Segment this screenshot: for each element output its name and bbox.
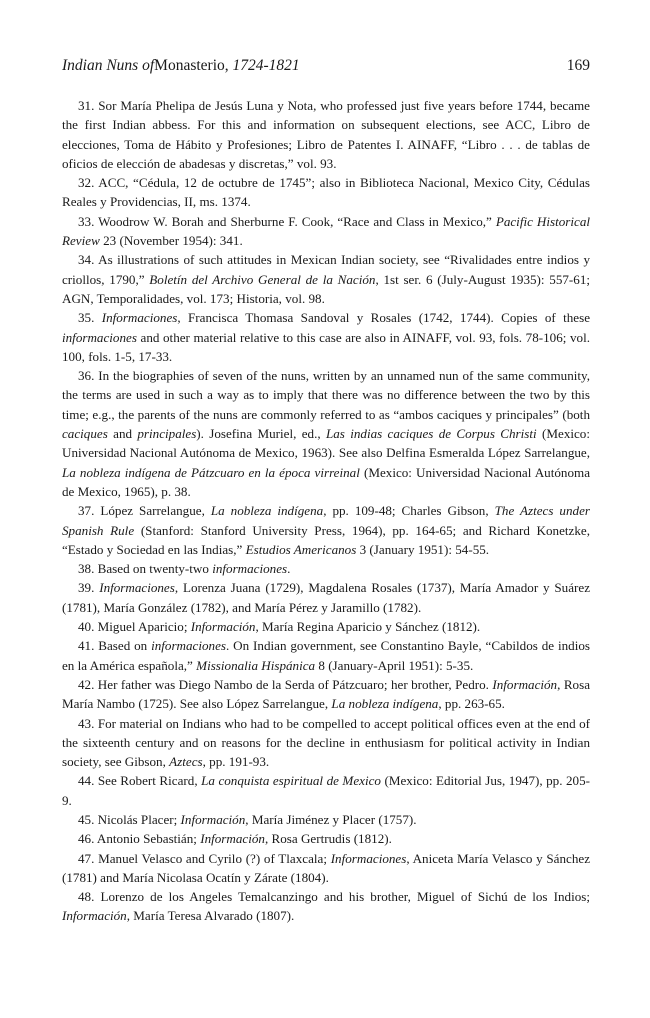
endnote-italic-text: Información xyxy=(200,831,265,847)
endnote-italic-text: Las indias caciques de Corpus Christi xyxy=(325,426,537,442)
endnote-text: ). Josefina Muriel, ed., xyxy=(196,426,326,442)
endnote-text: 45. Nicolás Placer; xyxy=(78,811,181,827)
running-title-italic: Indian Nuns of xyxy=(62,57,155,74)
endnote-italic-text: informaciones xyxy=(151,638,227,654)
endnote xyxy=(62,887,590,926)
endnote-text: , Lorenza Juana (1729), Magdalena Rosales (1737), María Amador y Suárez (1781), María González (1782), and María Pérez y Jaramillo (1782). xyxy=(62,580,591,615)
endnote-text: , pp. 109-48; Charles Gibson, xyxy=(323,503,495,519)
running-title xyxy=(62,56,300,76)
endnote-italic-text: Boletín del Archivo General de la Nación xyxy=(149,271,376,287)
endnote-italic-text: informaciones xyxy=(212,561,288,577)
endnote-italic-text: The Aztecs under Spanish Rule xyxy=(62,503,590,538)
endnote-text: (Mexico: Universidad Nacional Autónoma de Mexico, 1963). See also Delfina Esmeralda López Sarrelangue, xyxy=(62,426,590,461)
endnote-text: 41. Based on xyxy=(78,638,152,654)
endnote-text: . xyxy=(287,561,291,577)
endnote-text: 39. xyxy=(78,580,100,596)
endnote-italic-text: Pacific Historical Review xyxy=(62,213,590,249)
endnote-text: (Mexico: Editorial Jus, 1947), pp. 205-9. xyxy=(62,773,591,808)
endnote-text: 42. Her father was Diego Nambo de la Serda of Pátzcuaro; her brother, Pedro. xyxy=(78,676,493,692)
endnote xyxy=(62,771,590,810)
endnote xyxy=(62,96,590,173)
endnote-text: and other material relative to this case are also in AINAFF, vol. 93, fols. 78-106; vol. 100, fols. 1-5, 17-33. xyxy=(62,329,590,364)
endnote-text: , María Jiménez y Placer (1757). xyxy=(245,811,417,827)
endnote xyxy=(62,501,590,559)
endnote-text: 46. Antonio Sebastián; xyxy=(78,831,201,847)
endnote-text: 38. Based on twenty-two xyxy=(78,561,213,577)
endnote-text: (Stanford: Stanford University Press, 1964), pp. 164-65; and Richard Konetzke, “Estado y Sociedad en las Indias,” xyxy=(62,522,590,557)
endnote-text: , pp. 191-93. xyxy=(202,754,270,770)
endnote-text: 35. xyxy=(78,310,102,326)
endnote xyxy=(62,250,590,308)
endnote xyxy=(62,212,590,251)
endnote-italic-text: La conquista espiritual de Mexico xyxy=(201,773,381,789)
endnote-italic-text: Informaciones xyxy=(101,310,178,326)
running-title-years: 1724-1821 xyxy=(232,57,300,74)
running-title-roman: Monasterio, xyxy=(154,57,233,74)
endnote-italic-text: Estudios Americanos xyxy=(245,541,357,557)
endnote-italic-text: principales xyxy=(137,426,197,442)
endnote-text: 23 (November 1954): 341. xyxy=(99,233,243,249)
endnote-italic-text: caciques xyxy=(62,426,108,442)
endnote-text: 33. Woodrow W. Borah and Sherburne F. Cook, “Race and Class in Mexico,” xyxy=(78,213,496,229)
endnote-italic-text: Información xyxy=(180,811,246,827)
endnote xyxy=(62,578,590,617)
endnote xyxy=(62,173,590,212)
endnote-text: 44. See Robert Ricard, xyxy=(78,773,202,789)
endnote-text: 37. López Sarrelangue, xyxy=(78,503,211,519)
endnote xyxy=(62,366,590,501)
page-number: 169 xyxy=(566,57,590,74)
endnote-text: 48. Lorenzo de los Angeles Temalcanzingo and his brother, Miguel of Sichú de los Indios; xyxy=(78,889,590,905)
endnote-text: , Rosa María Nambo (1725). See also López Sarrelangue, xyxy=(62,676,591,712)
endnote-italic-text: La nobleza indígena xyxy=(210,503,324,519)
endnote-text: . On Indian government, see Constantino Bayle, “Cabildos de indios en la América española,” xyxy=(62,638,590,673)
endnote-text: , María Regina Aparicio y Sánchez (1812). xyxy=(255,619,481,635)
endnote-italic-text: Información xyxy=(190,619,256,635)
endnote-text: and xyxy=(107,426,138,442)
endnote-italic-text: La nobleza indígena xyxy=(331,696,439,712)
endnote xyxy=(62,617,590,636)
endnote-italic-text: Información xyxy=(492,676,558,692)
endnote-text: (Mexico: Universidad Nacional Autónoma de Mexico, 1965), p. 38. xyxy=(62,464,591,499)
endnote-text: 3 (January 1951): 54-55. xyxy=(356,541,490,557)
endnote-text: 43. For material on Indians who had to be compelled to accept political offices even at the end of the sixteenth century and on reasons for the decline in enthusiasm for political activity in Indian society, see Gibson, xyxy=(62,715,590,770)
endnote-text: 34. As illustrations of such attitudes in Mexican Indian society, see “Rivalidades entre indios y criollos, 1790,” xyxy=(62,252,590,287)
endnote xyxy=(62,559,590,578)
endnote-text: , Rosa Gertrudis (1812). xyxy=(264,831,392,847)
endnote-text: , pp. 263-65. xyxy=(438,696,505,712)
endnote-text: 36. In the biographies of seven of the nuns, written by an unnamed nun of the same community, the terms are used in such a way as to imply that there was no difference between the two by this time; e.g., the parents of the nuns are commonly referred to as “ambos caciques y principales” (both xyxy=(62,368,590,422)
endnote-italic-text: Informaciones xyxy=(99,580,175,596)
endnote-italic-text: Informaciones xyxy=(330,850,407,866)
endnote xyxy=(62,714,590,772)
endnote-italic-text: Aztecs xyxy=(169,754,203,770)
endnote xyxy=(62,636,590,675)
endnote xyxy=(62,849,590,888)
endnote xyxy=(62,829,590,848)
endnote-text: 32. ACC, “Cédula, 12 de octubre de 1745”; also in Biblioteca Nacional, Mexico City, Cédulas Reales y Providencias, II, ms. 1374. xyxy=(62,175,590,210)
endnotes xyxy=(62,96,590,926)
endnote-italic-text: Información xyxy=(62,908,127,924)
endnote-text: 40. Miguel Aparicio; xyxy=(78,619,191,635)
endnote-italic-text: informaciones xyxy=(62,329,137,345)
endnote-italic-text: Missionalia Hispánica xyxy=(196,657,316,673)
endnote-text: , 1st ser. 6 (July-August 1935): 557-61; AGN, Temporalidades, vol. 173; Historia, vol. 98. xyxy=(62,271,591,306)
endnote-text: , Francisca Thomasa Sandoval y Rosales (1742, 1744). Copies of these xyxy=(177,310,591,326)
endnote-text: 47. Manuel Velasco and Cyrilo (?) of Tlaxcala; xyxy=(78,850,331,866)
endnote-text: , Aniceta María Velasco y Sánchez (1781) and María Nicolasa Ocatín y Zárate (1804). xyxy=(62,850,590,885)
endnote-text: 8 (January-April 1951): 5-35. xyxy=(315,657,474,673)
endnote xyxy=(62,675,590,714)
endnote-italic-text: La nobleza indígena de Pátzcuaro en la época virreinal xyxy=(62,464,360,480)
endnote xyxy=(62,810,590,829)
endnote xyxy=(62,308,590,366)
endnote-text: 31. Sor María Phelipa de Jesús Luna y Nota, who professed just five years before 1744, became the first Indian abbess. For this and information on subsequent elections, see ACC, Libro de elecciones, Toma de Hábito y Profesiones; Libro de Patentes I. AINAFF, “Libro . . . de tablas de oficios de elección de abadesas y discretas,” vol. 93. xyxy=(62,98,590,171)
endnote-text: , María Teresa Alvarado (1807). xyxy=(126,908,295,924)
